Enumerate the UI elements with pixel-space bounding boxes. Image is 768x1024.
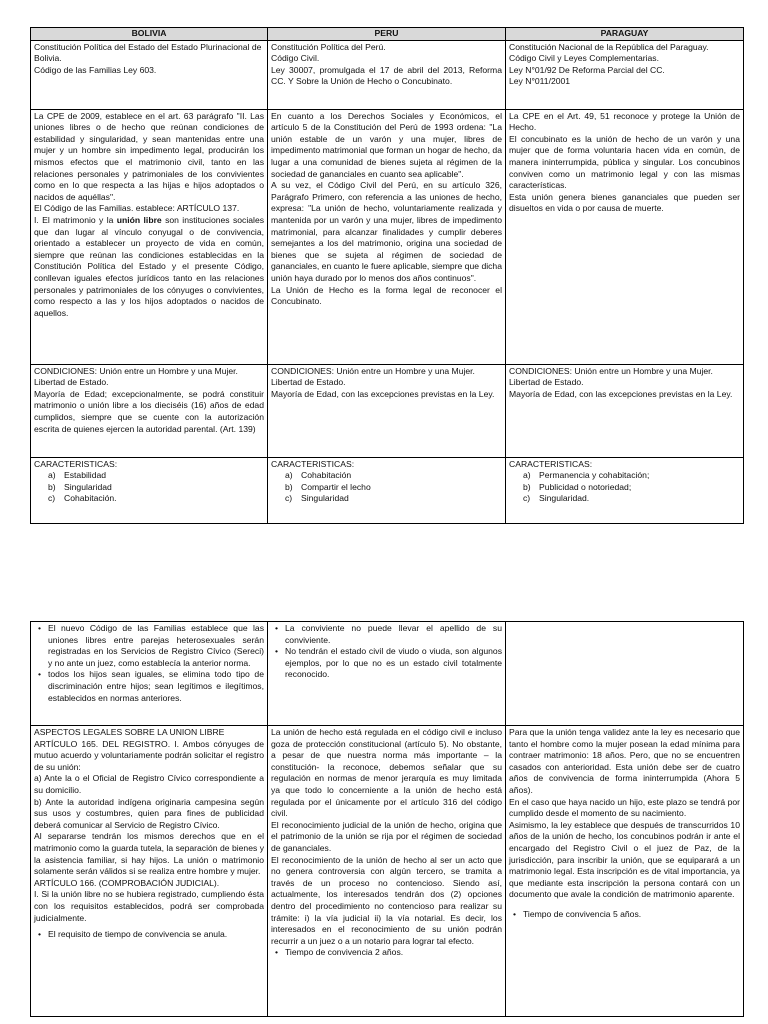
- text: El reconocimiento judicial de la unión de hecho, origina que el patrimonio de la unión se rija por el régimen de sociedad de gananciales.: [271, 819, 502, 853]
- text: En cuanto a los Derechos Sociales y Económicos, el artículo 5 de la Constitución del Perú de 1993 ordena: "La unión estable de un varón y una mujer, libres de impedimento matrimonial que forman un hogar de hecho, da lugar a una comunidad de bienes sujeta al régimen de la sociedad de gananciales en cuanto sea aplicable".: [271, 110, 502, 179]
- list-item: b) Singularidad: [48, 481, 112, 492]
- text: Libertad de Estado.: [271, 377, 346, 388]
- text: El reconocimiento de la unión de hecho al ser un acto que no genera controversia con algún tercero, se tramita a través de un proceso no contencioso. Siendo así, actualmente, los interesados tendrán dos (2) opciones dentro del procedimiento no contencioso para realizar su trámite: i) la vía judicial ii) la vía notarial. Es decir, los interesados en el reconocimiento de su unión podrán recurrir a un juez o a un notario para lograr tal efecto.: [271, 854, 502, 946]
- text: Ley N°011/2001: [509, 76, 571, 87]
- text: CONDICIONES: Unión entre un Hombre y una Mujer.: [509, 365, 713, 376]
- text: Para que la unión tenga validez ante la ley es necesario que tanto el hombre como la mujer posean la edad mínima para contraer matrimonio: 18 años. Pero, que no se encuentren casados con anterioridad. Esta unión debe ser de cuatro años de convivencia de forma ininterrumpida (Ahora 5 años).: [509, 727, 740, 795]
- cell-paraguay-characteristics: [506, 457, 744, 523]
- list-item: • No tendrán el estado civil de viudo o viuda, son algunos ejemplos, por lo que no es un estado civil totalmente reconocido.: [285, 646, 502, 681]
- list-item: b) Publicidad o notoriedad;: [523, 481, 632, 492]
- text: Constitución Nacional de la República del Paraguay.: [509, 41, 709, 52]
- cell-peru-legal: [268, 726, 506, 1017]
- list-item: c) Singularidad: [285, 493, 349, 504]
- header-paraguay: PARAGUAY: [506, 28, 744, 41]
- row-notes: [31, 622, 744, 726]
- row-definitions: [31, 109, 744, 364]
- text: I. El matrimonio y la unión libre son instituciones sociales que dan lugar al vínculo conyugal o de convivencia, orientado a establecer un proyecto de vida en común, siempre que reúnan las condiciones establecidas en la Constitución Política del Estado y el presente Código, conllevan iguales efectos jurídicos tanto en las relaciones personales y patrimoniales de los cónyuges o convivientes, como respecto a las y los hijos adoptados o nacidos de aquellos.: [34, 214, 265, 318]
- text: Código Civil.: [271, 53, 320, 64]
- cell-bolivia-sources: [31, 40, 268, 109]
- list-item: a) Permanencia y cohabitación;: [523, 470, 650, 481]
- cell-bolivia-notes: [31, 622, 268, 726]
- text: La CPE de 2009, establece en el art. 63 parágrafo "II. Las uniones libres o de hecho que reúnan condiciones de estabilidad y singularidad, y sean mantenidas entre una mujer y un hombre sin impedimento legal, producirán los mismos efectos que el matrimonio civil, tanto en las relaciones personales y patrimoniales de los convivientes como en lo que respecta a las hijas e hijos adoptados o nacidos de aquéllas".: [34, 110, 264, 202]
- list-item: a) Estabilidad: [48, 470, 107, 481]
- text: Al separarse tendrán los mismos derechos que en el matrimonio como la guarda tutela, la separación de bienes y la asistencia familiar, si hay hijos. La unión o matrimonio solamente serán válidos si se realiza entre hombre y mujer.: [34, 831, 264, 877]
- list: [271, 623, 502, 681]
- text: La unión de hecho está regulada en el código civil e incluso goza de protección constitucional (artículo 5). No obstante, a pesar de que nuestra norma más importante – la constitución- la reconoce, debemos señalar que su regulación en normas de menor jerarquía es muy limitada ya que todo lo concerniente a la unión de hecho está regulada por el únicamente por el artículo 316 del código civil.: [271, 727, 502, 819]
- text: Ley N°01/92 De Reforma Parcial del CC.: [509, 64, 665, 75]
- cell-peru-characteristics: [268, 457, 506, 523]
- header-bolivia: BOLIVIA: [31, 28, 268, 41]
- cell-paraguay-sources: [506, 40, 744, 109]
- cell-bolivia-definition: [31, 109, 268, 364]
- cell-paraguay-definition: [506, 109, 744, 364]
- text: CARACTERISTICAS:: [34, 458, 118, 469]
- text: Constitución Política del Perú.: [271, 41, 386, 52]
- list-item: a) Cohabitación: [285, 470, 352, 481]
- text: Libertad de Estado.: [509, 377, 584, 388]
- row-legal-sources: [31, 40, 744, 109]
- text: a) Ante la o el Oficial de Registro Cívico correspondiente a su domicilio.: [34, 773, 264, 795]
- header-row: [31, 28, 744, 41]
- cell-peru-sources: [268, 40, 506, 109]
- list-item: • Tiempo de convivencia 2 años.: [285, 947, 502, 959]
- text: Ley 30007, promulgada el 17 de abril del 2013, Reforma CC. Y Sobre la Unión de Hecho o Concubinato.: [271, 64, 502, 87]
- list: [34, 470, 264, 505]
- cell-paraguay-legal: [506, 726, 744, 1017]
- text: A su vez, el Código Civil del Perú, en su artículo 326, Parágrafo Primero, con referencia a las uniones de hecho, expresa: "La unión de hecho, voluntariamente realizada y mantenida por un varón y una mujer, libres de impedimento matrimonial, para alcanzar finalidades y cumplir deberes semejantes a los del matrimonio, origina una sociedad de bienes que se sujeta al régimen de sociedad de gananciales, en cuanto le fuere aplicable, siempre que dicha unión haya durado por lo menos dos años continuos".: [271, 180, 502, 283]
- text: Esta unión genera bienes gananciales que pueden ser disueltos en vida o por causa de muerte.: [509, 191, 740, 214]
- text: El concubinato es la unión de hecho de un varón y una mujer que de forma voluntaria hacen vida en común, de manera ininterrumpida, pública y singular. Los concubinos conviven como un matrimonio legal y con las mismas características.: [509, 133, 740, 191]
- text: Constitución Política del Estado del Estado Plurinacional de Bolivia.: [34, 41, 262, 64]
- text: Libertad de Estado.: [34, 377, 109, 388]
- cell-paraguay-conditions: [506, 364, 744, 457]
- list: [271, 470, 502, 505]
- list-item: • Tiempo de convivencia 5 años.: [523, 909, 740, 921]
- list: [509, 909, 740, 921]
- list-item: • El requisito de tiempo de convivencia se anula.: [48, 929, 264, 941]
- text: Código Civil y Leyes Complementarias.: [509, 53, 659, 64]
- text: En el caso que haya nacido un hijo, este plazo se tendrá por cumplido desde el momento de su nacimiento.: [509, 796, 740, 819]
- row-legal-aspects: [31, 726, 744, 1017]
- comparison-table-bottom: [30, 621, 744, 1017]
- text: CARACTERISTICAS:: [509, 458, 593, 469]
- row-characteristics: [31, 457, 744, 523]
- list: [34, 929, 264, 941]
- text: ARTÍCULO 166. (COMPROBACIÓN JUDICIAL).: [34, 877, 220, 888]
- text: La CPE en el Art. 49, 51 reconoce y protege la Unión de Hecho.: [509, 110, 740, 133]
- list-item: b) Compartir el lecho: [285, 481, 371, 492]
- text: Asimismo, la ley establece que después de transcurridos 10 años de la unión de hecho, los concubinos podrán ir ante el encargado del Registro Civil o el juez de Paz, de la jurisdicción, para inscribir la unión, que se equiparará a un matrimonio legal. Esta inscripción es de vital importancia, ya que mediante esta inscripción la persona contará con un documento que avale la condición de matrimonio aparente.: [509, 819, 740, 900]
- text: CARACTERISTICAS:: [271, 458, 355, 469]
- cell-peru-definition: [268, 109, 506, 364]
- cell-peru-conditions: [268, 364, 506, 457]
- text: El Código de las Familias. establece: ARTÍCULO 137.: [34, 203, 240, 214]
- text: Mayoría de Edad, con las excepciones previstas en la Ley.: [271, 388, 495, 399]
- text: Mayoría de Edad, con las excepciones previstas en la Ley.: [509, 388, 733, 399]
- cell-peru-notes: [268, 622, 506, 726]
- list: [271, 947, 502, 959]
- text: La Unión de Hecho es la forma legal de reconocer el Concubinato.: [271, 284, 502, 307]
- list-item: c) Singularidad.: [523, 493, 590, 504]
- text: ARTÍCULO 165. DEL REGISTRO. I. Ambos cónyuges de mutuo acuerdo y voluntariamente podrán solicitar el registro de su unión:: [34, 738, 264, 772]
- list: [509, 470, 740, 505]
- text: ASPECTOS LEGALES SOBRE LA UNION LIBRE: [34, 727, 225, 737]
- text: CONDICIONES: Unión entre un Hombre y una Mujer.: [271, 365, 475, 376]
- text: I. Si la unión libre no se hubiera registrado, cumpliendo ésta con los requisitos establecidos, podrá ser comprobada judicialmente.: [34, 889, 264, 923]
- list-item: c) Cohabitación.: [48, 493, 117, 504]
- cell-paraguay-notes: [506, 622, 744, 726]
- row-conditions: [31, 364, 744, 457]
- text: b) Ante la autoridad indígena originaria campesina según sus usos y costumbres, quien para fines de publicidad deberá comunicar al Servicio de Registro Cívico.: [34, 796, 264, 830]
- text: Código de las Familias Ley 603.: [34, 64, 157, 75]
- cell-bolivia-conditions: [31, 364, 268, 457]
- cell-bolivia-legal: [31, 726, 268, 1017]
- text: CONDICIONES: Unión entre un Hombre y una Mujer.: [34, 365, 238, 376]
- header-peru: PERU: [268, 28, 506, 41]
- comparison-table-top: [30, 27, 744, 524]
- cell-bolivia-characteristics: [31, 457, 268, 523]
- text: Mayoría de Edad; excepcionalmente, se podrá constituir matrimonio o unión libre a los dieciséis (16) años de edad cumplidos, siempre que se cuente con la autorización escrita de quienes ejercen la autoridad parental. (Art. 139): [34, 388, 264, 434]
- list-item: • El nuevo Código de las Familias establece que las uniones libres entre parejas heterosexuales serán registradas en los Servicios de Registro Cívico (Sereci) y no ante un juez, como establecía la anterior norma.: [48, 623, 264, 669]
- list-item: • todos los hijos sean iguales, se elimina todo tipo de discriminación entre hijos; sean legítimos e ilegítimos, establecidos en normas anteriores.: [48, 669, 264, 704]
- list: [34, 623, 264, 704]
- list-item: • La conviviente no puede llevar el apellido de su conviviente.: [285, 623, 502, 646]
